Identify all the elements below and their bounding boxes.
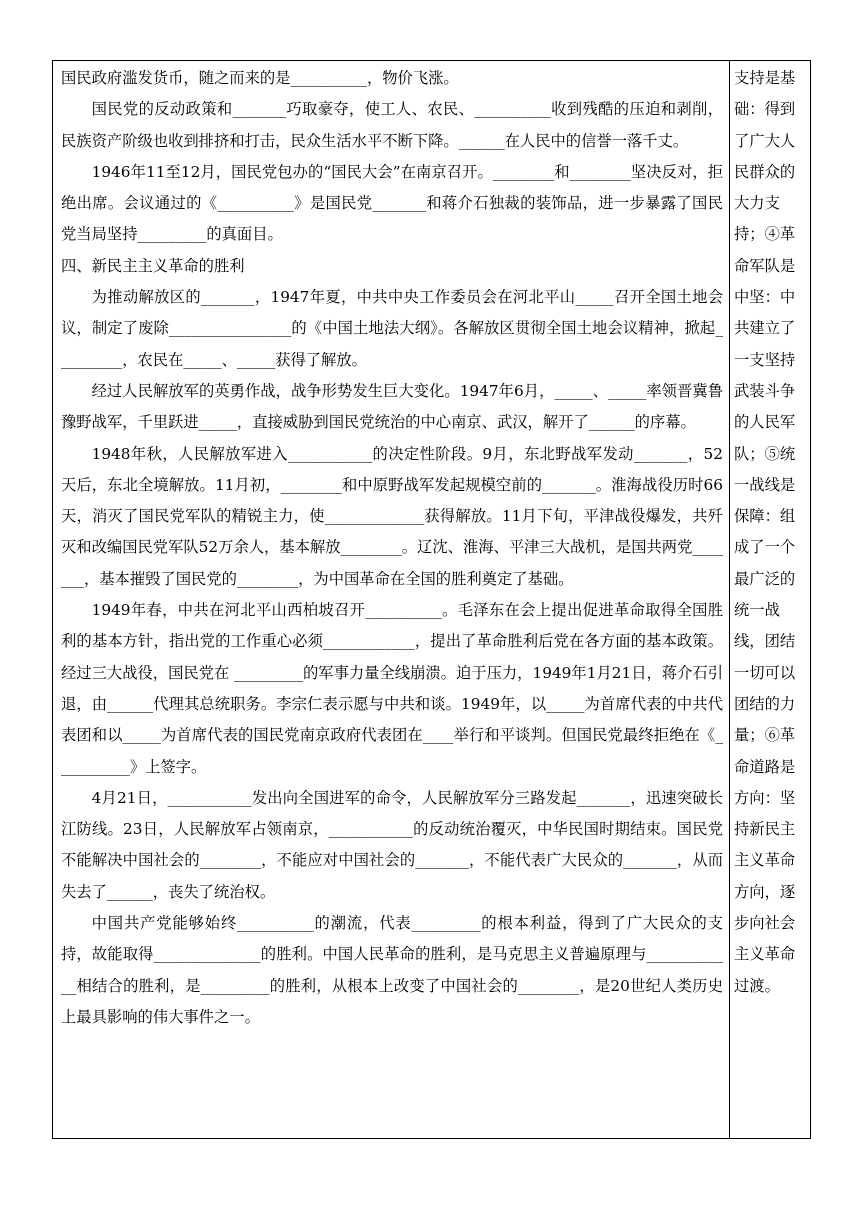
side-column xyxy=(734,63,806,1002)
section-heading: 四、新民主主义革命的胜利 xyxy=(61,256,245,275)
paragraph-5: 为推动解放区的_______，1947年夏，中共中央工作委员会在河北平山_____召开全国土地会议，制定了废除________________的《中国土地法大纲》。各解放区贯彻全国土地会议精神，掀起_________，农民在_____、_____获得了解放。 xyxy=(61,288,723,369)
paragraph-8: 1949年春，中共在河北平山西柏坡召开__________。毛泽东在会上提出促进革命取得全国胜利的基本方针，指出党的工作重心必须____________，提出了革命胜利后党在各方面的基本政策。经过三大战役，国民党在 _________的军事力量全线崩溃。迫于压力，1949年1月21日，蒋介石引退，由______代理其总统职务。李宗仁表示愿与中共和谈。1949年，以_____为首席代表的中共代表团和以_____为首席代表的国民党南京政府代表团在____举行和平谈判。但国民党最终拒绝在《__________》上签字。 xyxy=(61,601,723,776)
paragraph-6: 经过人民解放军的英勇作战，战争形势发生巨大变化。1947年6月，_____、_____率领晋冀鲁豫野战军，千里跃进_____，直接威胁到国民党统治的中心南京、武汉，解开了______的序幕。 xyxy=(61,381,723,432)
main-column xyxy=(61,63,723,1033)
column-divider xyxy=(729,60,730,1139)
paragraph-2: 国民党的反动政策和_______巧取豪夺，使工人、农民、__________收到残酷的压迫和剥削，民族资产阶级也收到排挤和打击，民众生活水平不断下降。______在人民中的信誉一落千丈。 xyxy=(61,100,723,150)
paragraph-1: 国民政府滥发货币，随之而来的是__________，物价飞涨。 xyxy=(61,69,459,87)
paragraph-9: 4月21日，___________发出向全国进军的命令，人民解放军分三路发起_______，迅速突破长江防线。23日，人民解放军占领南京，___________的反动统治覆灭，中华民国时期结束。国民党不能解决中国社会的________，不能应对中国社会的_______，不能代表广大民众的_______，从而失去了______，丧失了统治权。 xyxy=(61,788,723,901)
side-note: 支持是基础：得到了广大人民群众的大力支持；④革命军队是中坚：中共建立了一支坚持武装斗争的人民军队；⑤统一战线是保障：组成了一个最广泛的统一战线，团结一切可以团结的力量；⑥革命道路是方向：坚持新民主主义革命方向，逐步向社会主义革命过渡。 xyxy=(734,69,796,995)
paragraph-7: 1948年秋，人民解放军进入___________的决定性阶段。9月，东北野战军发动_______，52天后，东北全境解放。11月初，________和中原野战军发起规模空前的_______。淮海战役历时66天，消灭了国民党军队的精锐主力，使_____________获得解放。11月下旬，平津战役爆发，共歼灭和改编国民党军队52万余人，基本解放________。辽沈、淮海、平津三大战机，是国共两党_______，基本摧毁了国民党的________，为中国革命在全国的胜利奠定了基础。 xyxy=(61,444,723,588)
paragraph-3: 1946年11至12月，国民党包办的“国民大会”在南京召开。________和________坚决反对，拒绝出席。会议通过的《__________》是国民党_______和蒋介石独裁的装饰品，进一步暴露了国民党当局坚持_________的真面目。 xyxy=(61,162,723,244)
paragraph-10: 中国共产党能够始终__________的潮流，代表_________的根本利益，得到了广大民众的支持，故能取得______________的胜利。中国人民革命的胜利，是马克思主义普遍原理与____________相结合的胜利，是_________的胜利，从根本上改变了中国社会的________，是20世纪人类历史上最具影响的伟大事件之一。 xyxy=(61,914,723,1026)
